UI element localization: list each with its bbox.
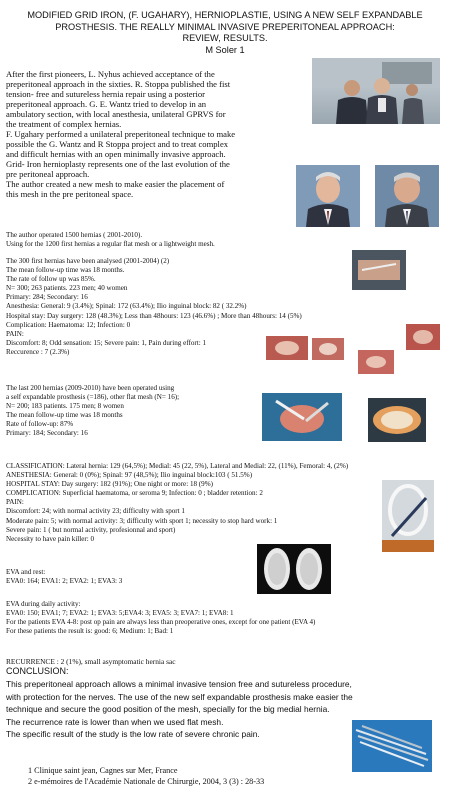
text-line: HOSPITAL STAY: Day surgery: 182 (91%); One night or more: 18 (9%)	[6, 480, 213, 489]
eva-rest-block	[6, 568, 122, 586]
text-line: Hospital stay: Day surgery: 128 (48.3%); Less than 48hours: 123 (46.6%) ; More than 48hours: 14 (5%)	[6, 311, 302, 320]
intro-line: possible the G. Wantz and R Stoppa project and to treat complex	[6, 139, 229, 149]
surgery-photo-5-art	[406, 324, 440, 350]
text-line: ANESTHESIA: General: 0 (0%); Spinal: 97 (48,5%); Ilio inguinal block:103 ( 51.5%)	[6, 471, 253, 480]
surgery-photo-1	[352, 250, 406, 290]
recurrence-block	[6, 657, 176, 666]
operation-photo-2	[368, 398, 426, 442]
recurrence-line: RECURRENCE : 2 (1%), small asymptomatic hernia sac	[6, 657, 176, 666]
text-line: technique and secure the good position of the mesh, specially for the big medial hernia.	[6, 704, 330, 715]
text-line: For these patients the result is: good: 6; Medium: 1; Bad: 1	[6, 627, 174, 636]
operation-photo-1	[262, 393, 342, 441]
text-line: a self expandable prosthesis (=186), other flat mesh (N= 16);	[6, 393, 180, 402]
text-line: For the patients EVA 4-8: post op pain are always less than preoperative ones, except for one patient (EVA 4)	[6, 618, 316, 627]
text-line: EVA and rest:	[6, 568, 46, 576]
eva-daily-block	[6, 600, 315, 636]
pioneers-photo	[312, 58, 440, 124]
mesh-photo	[382, 480, 434, 552]
prosthesis-photo	[257, 544, 331, 594]
text-line: This preperitoneal approach allows a minimal invasive tension free and sutureless procedure,	[6, 679, 352, 689]
text-line: The rate of follow up was 85%.	[6, 275, 96, 284]
instruments-photo	[352, 720, 432, 772]
intro-line: ambulatory section, with local anesthesia, unilateral GPRVS for	[6, 109, 226, 119]
text-line: COMPLICATION: Superficial haematoma, or seroma 9; Infection: 0 ; bladder retention: 2	[6, 489, 263, 498]
surgery-photo-4-art	[358, 350, 394, 374]
poster-title	[0, 10, 450, 56]
text-line: Primary: 184; Secondary: 16	[6, 429, 88, 438]
intro-line: F. Ugahary performed a unilateral preperitoneal technique to make	[6, 129, 236, 139]
author-line: M Soler 1	[205, 44, 245, 55]
text-line: The author operated 1500 hernias ( 2001-2010).	[6, 231, 143, 239]
classification-block	[6, 462, 348, 544]
reference-line: 1 Clinique saint jean, Cagnes sur Mer, France	[28, 766, 178, 775]
text-line: The 300 first hernias have been analysed (2001-2004) (2)	[6, 257, 170, 265]
intro-line: The author created a new mesh to make easier the placement of	[6, 179, 225, 189]
references	[28, 765, 264, 787]
surgery-photo-3	[312, 338, 344, 360]
intro-line: and difficult hernias with an open minimally invasive approach.	[6, 149, 226, 159]
title-line-2: PROSTHESIS. THE REALLY MINIMAL INVASIVE PREPERITONEAL APPROACH:	[55, 21, 395, 32]
last-200-block	[6, 384, 179, 439]
surgery-photo-3-art	[312, 338, 344, 360]
text-line: The last 200 hernias (2009-2010) have been operated using	[6, 384, 175, 392]
text-line: EVA0: 164; EVA1: 2; EVA2: 1; EVA3: 3	[6, 577, 123, 586]
reference-line: 2 e-mémoires de l'Académie Nationale de Chirurgie, 2004, 3 (3) : 28-33	[28, 777, 265, 786]
portrait-right	[375, 165, 439, 227]
intro-line: After the first pioneers, L. Nyhus achieved acceptance of the	[6, 69, 215, 79]
text-line: N= 300; 263 patients. 223 men; 40 women	[6, 284, 128, 293]
intro-line: preperitoneal approach. G. E. Wantz tried to develop in an	[6, 99, 207, 109]
text-line: Discomfort: 24; with normal activity 23; difficulty with sport 1	[6, 507, 185, 516]
intro-line: preperitoneal approach in the sixties. R. Stoppa published the fist	[6, 79, 231, 89]
portrait-left-art	[296, 165, 360, 227]
text-line: CLASSIFICATION: Lateral hernia: 129 (64,5%); Medial: 45 (22, 5%), Lateral and Medial: 22, (11%), Femoral: 4, (2%)	[6, 462, 349, 470]
text-line: Rate of follow-up: 87%	[6, 420, 74, 429]
text-line: The mean follow-up time was 18 months.	[6, 266, 125, 275]
intro-paragraph	[6, 69, 306, 199]
text-line: with protection for the nerves. The use of the new self expandable prosthesis make easier the	[6, 691, 353, 702]
text-line: EVA during daily activity:	[6, 600, 81, 608]
instruments-photo-art	[352, 720, 432, 772]
pioneers-photo-art	[312, 58, 440, 124]
intro-line: this mesh in the pre peritoneal space.	[6, 189, 134, 199]
text-line: Reccurence : 7 (2.3%)	[6, 347, 70, 356]
text-line: PAIN:	[6, 498, 24, 507]
portrait-left	[296, 165, 360, 227]
first-300-block	[6, 257, 302, 357]
title-line-3: REVIEW, RESULTS.	[182, 33, 268, 43]
surgery-photo-2	[266, 336, 308, 360]
text-line: The specific result of the study is the low rate of severe chronic pain.	[6, 729, 260, 740]
prosthesis-photo-art	[257, 544, 331, 594]
intro-line: Grid- Iron hernioplasty represents one of the last evolution of the	[6, 159, 230, 169]
portrait-right-art	[375, 165, 439, 227]
surgery-photo-2-art	[266, 336, 308, 360]
text-line: The recurrence rate is lower than when we used flat mesh.	[6, 716, 224, 727]
text-line: Anesthesia: General: 9 (3.4%); Spinal: 172 (63.4%); Ilio inguinal block: 82 ( 32.2%)	[6, 302, 247, 311]
surgery-photo-1-art	[352, 250, 406, 290]
intro-line: pre peritoneal approach.	[6, 169, 90, 179]
operation-photo-1-art	[262, 393, 342, 441]
text-line: Severe pain: 1 ( but normal activity, profesionnal and sport)	[6, 525, 176, 534]
operation-photo-2-art	[368, 398, 426, 442]
text-line: Discomfort: 8; Odd sensation: 15; Severe pain: 1, Pain during effort: 1	[6, 338, 207, 347]
text-line: Moderate pain: 5; with normal activity: 3; difficulty with sport 1; necessity to stop hard work: 1	[6, 516, 278, 525]
text-line: PAIN:	[6, 329, 24, 338]
text-line: Using for the 1200 first hernias a regular flat mesh or a lightweight mesh.	[6, 240, 215, 249]
text-line: Complication: Haematoma: 12; Infection: 0	[6, 320, 131, 329]
text-line: EVA0: 150; EVA1; 7; EVA2: 1; EVA3: 5;EVA4: 3; EVA5: 3; EVA7: 1; EVA8: 1	[6, 609, 234, 618]
surgery-photo-4	[358, 350, 394, 374]
surgery-photo-5	[406, 324, 440, 350]
text-line: Necessity to have pain killer: 0	[6, 534, 95, 543]
text-line: Primary: 284; Secondary: 16	[6, 293, 88, 302]
conclusion-heading: CONCLUSION:	[6, 666, 69, 676]
text-line: N= 200; 183 patients. 175 men; 8 women	[6, 402, 124, 411]
title-line-1: MODIFIED GRID IRON, (F. UGAHARY), HERNIOPLASTIE, USING A NEW SELF EXPANDABLE	[27, 10, 423, 20]
text-line: The mean follow-up time was 18 months	[6, 411, 123, 420]
operated-block	[6, 231, 215, 249]
mesh-photo-art	[382, 480, 434, 552]
intro-line: the treatment of complex hernias.	[6, 119, 122, 129]
intro-line: tension- free and sutureless hernia repair using a posterior	[6, 89, 206, 99]
